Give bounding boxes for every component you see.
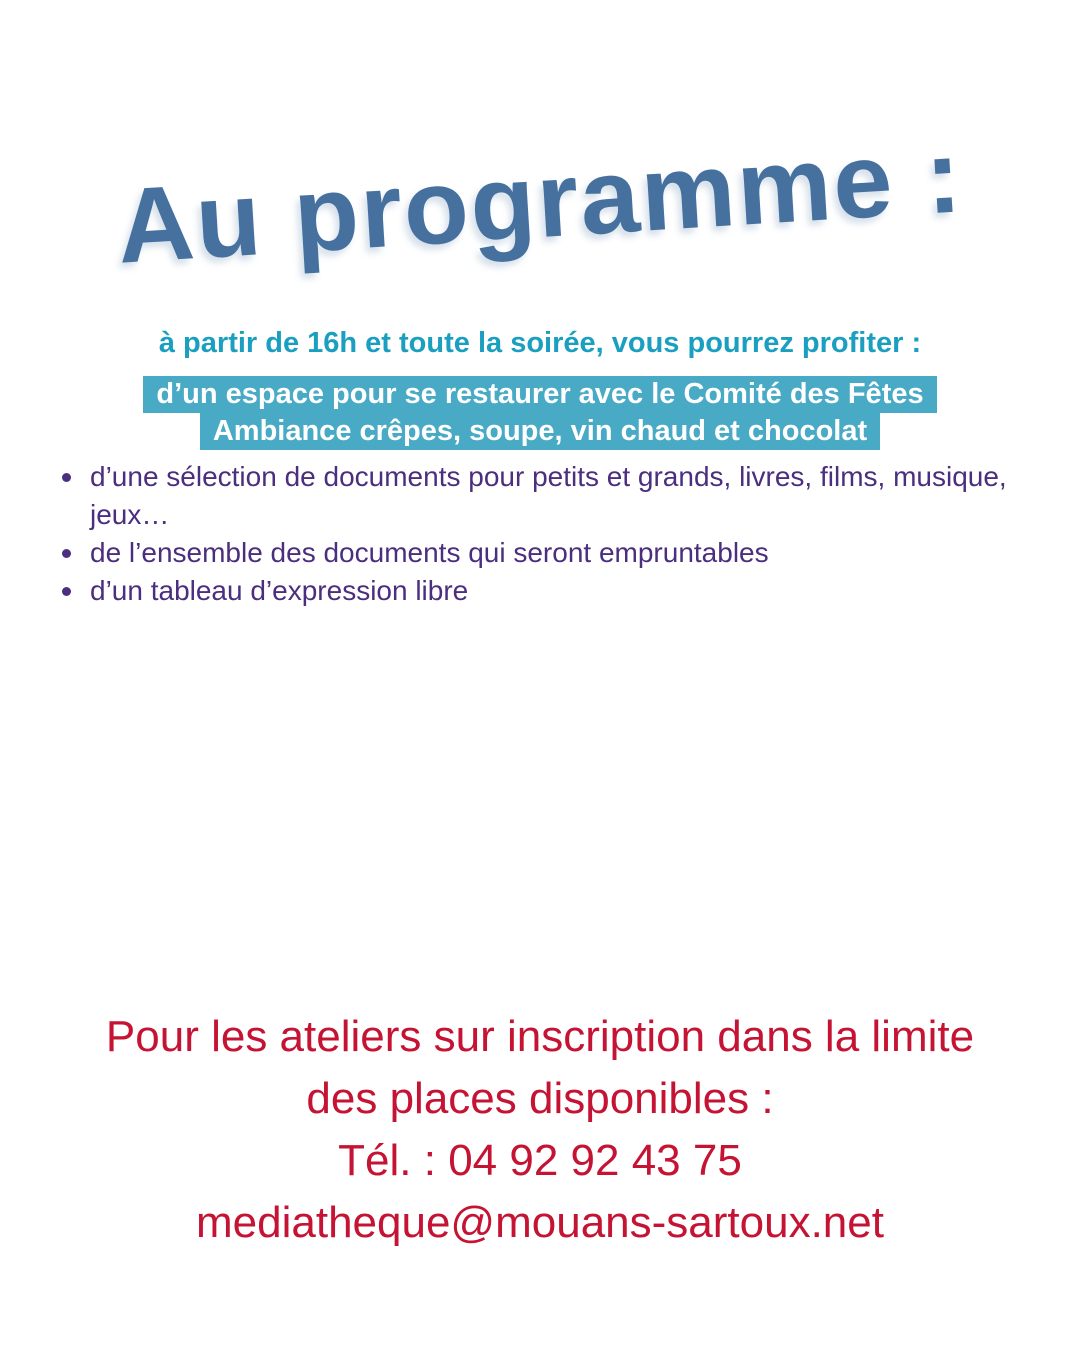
bullet-text-ensemble: de l’ensemble des documents qui seront empruntables [90,537,769,568]
intro-line: à partir de 16h et toute la soirée, vous pourrez profiter : [158,327,922,359]
highlight-line-restauration: d’un espace pour se restaurer avec le Comité des Fêtes [143,376,936,413]
list-item [62,534,1037,572]
page-title: Au programme : [113,116,967,286]
email-address: mediatheque@mouans-sartoux.net [196,1198,884,1247]
list-item [62,572,1037,610]
highlight-line-ambiance: Ambiance crêpes, soupe, vin chaud et chocolat [200,413,880,450]
list-item [62,458,1037,534]
highlight-block [0,376,1080,450]
bullet-list [62,458,1037,610]
phone-number: Tél. : 04 92 92 43 75 [338,1136,742,1185]
footer-contact-block [0,1006,1080,1254]
bullet-text-selection: d’une sélection de documents pour petits et grands, livres, films, musique, jeux… [90,461,1007,530]
footer-line-places: des places disponibles : [306,1074,774,1123]
bullet-dot-icon [62,473,71,482]
bullet-text-tableau: d’un tableau d’expression libre [90,575,469,606]
footer-line-inscription: Pour les ateliers sur inscription dans la limite [105,1012,975,1061]
bullet-dot-icon [62,587,71,596]
bullet-dot-icon [62,549,71,558]
